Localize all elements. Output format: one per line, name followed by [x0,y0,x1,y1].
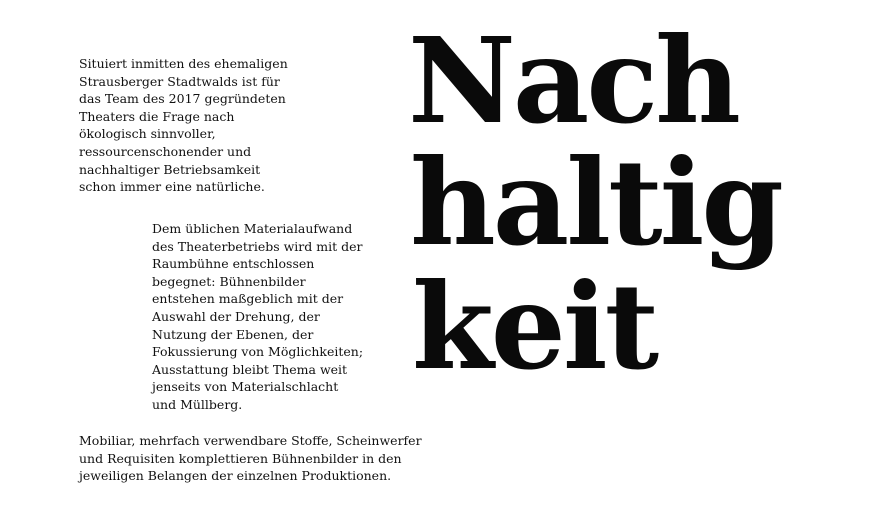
closing-paragraph: Mobiliar, mehrfach verwendbare Stoffe, Scheinwerfer und Requisiten komplettieren Bühnenbilder in den jeweiligen Belangen der einzelnen Produktionen. [79,433,422,484]
intro-paragraph: Situiert inmitten des ehemaligen Strausberger Stadtwalds ist für das Team des 2017 gegründeten Theaters die Frage nach ökologisch sinnvoller, ressourcenschonender und nachhaltiger Betriebsamkeit schon immer eine natürliche. [79,56,288,195]
headline-line-2: haltig [410,133,781,272]
headline-line-1: Nach [408,11,738,150]
headline-line-3: keit [412,257,657,396]
material-paragraph: Dem üblichen Materialaufwand des Theaterbetriebs wird mit der Raumbühne entschlossen begegnet: Bühnenbilder entstehen maßgeblich mit der Auswahl der Drehung, der Nutzung der Ebenen, der Fokussierung von Möglichkeiten; Ausstattung bleibt Thema weit jenseits von Materialschlacht und Müllberg. [152,221,364,412]
